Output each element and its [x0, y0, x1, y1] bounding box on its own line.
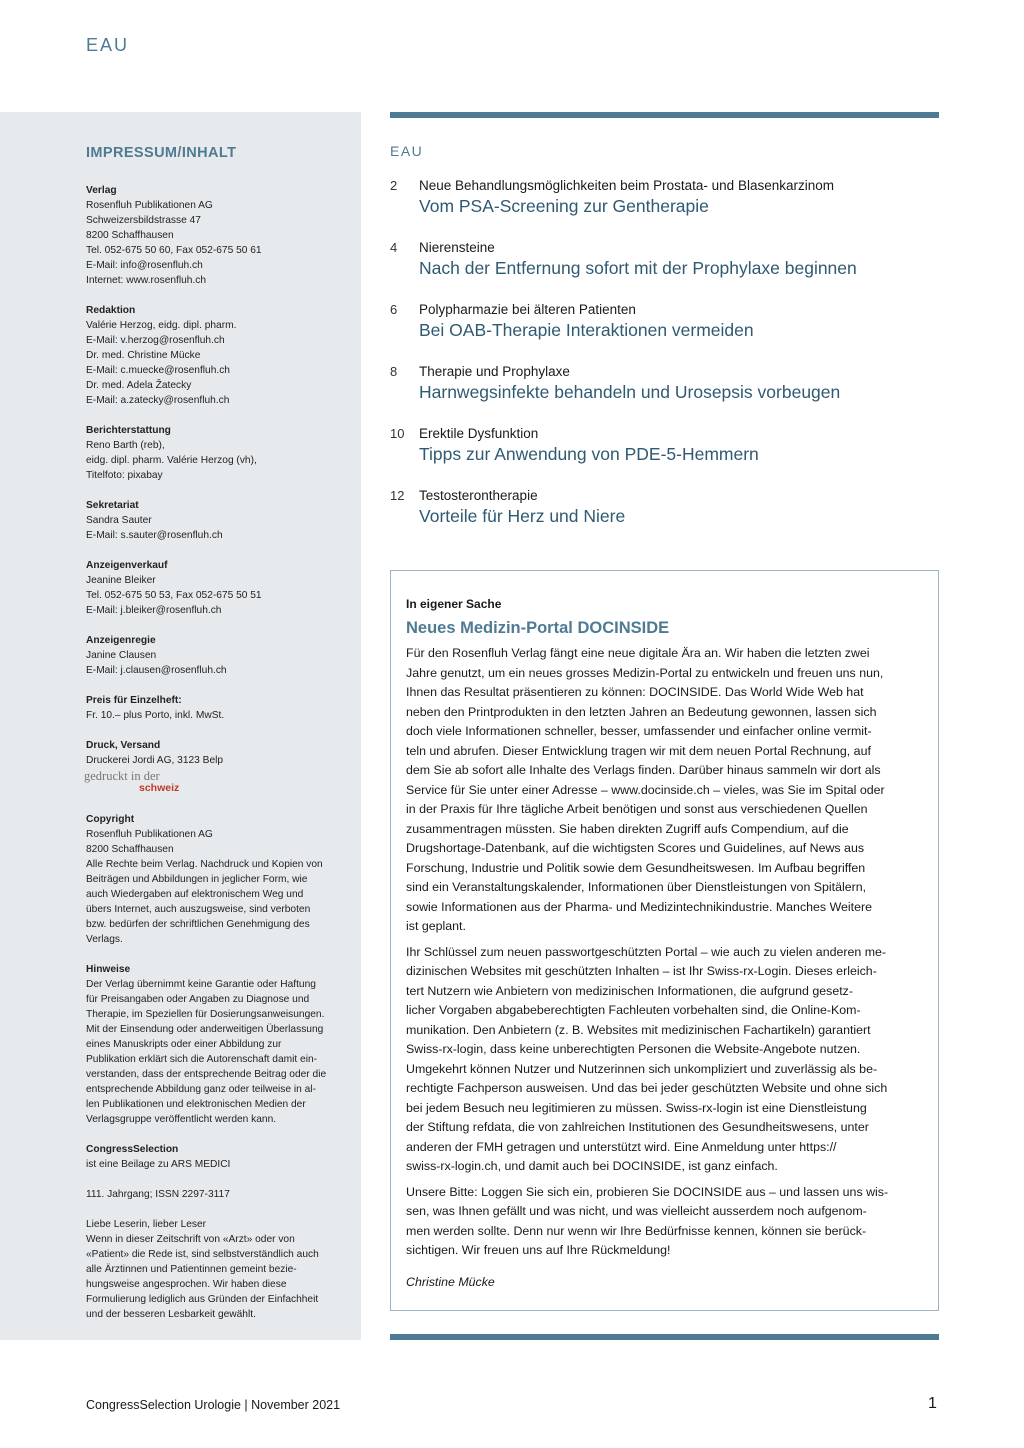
toc-title: Bei OAB-Therapie Interaktionen vermeiden [419, 320, 754, 340]
impressum-line: Druckerei Jordi AG, 3123 Belp [86, 755, 224, 766]
impressum-line: 8200 Schaffhausen [86, 230, 174, 241]
box-paragraph-line: Service für Sie unter einer Adresse – www.docinside.ch – vieles, was Sie im Spital oder [406, 782, 885, 797]
toc-page-number: 12 [390, 488, 405, 503]
toc-item [390, 364, 939, 426]
box-paragraph-line: Drugshortage-Datenbank, auf die wichtigsten Scores und Guidelines, auf News aus [406, 841, 865, 855]
stamp-line2: schweiz [139, 782, 180, 794]
toc-item [390, 240, 939, 302]
top-divider-bar [390, 112, 939, 118]
impressum-heading: CongressSelection [86, 1144, 179, 1155]
impressum-heading: Berichterstattung [86, 425, 171, 436]
box-paragraph-line: sen, was Ihnen gefällt und was nicht, und was vielleicht ausserdem noch aufgenom- [406, 1204, 867, 1218]
impressum-line: Dr. med. Christine Mücke [86, 350, 201, 361]
impressum-line: auch Wiedergaben auf elektronischem Weg und [86, 889, 304, 900]
impressum-line: Titelfoto: pixabay [86, 470, 163, 481]
box-paragraph-line: munikation. Den Anbietern (z. B. Websites mit medizinischen Fachartikeln) garantiert [406, 1022, 871, 1037]
impressum-line: Tel. 052-675 50 53, Fax 052-675 50 51 [86, 590, 262, 601]
box-paragraph-line: Jahre genutzt, um ein neues grosses Medizin-Portal zu entwickeln und freuen uns nun, [406, 665, 884, 680]
box-paragraph-line: sichtigen. Wir freuen uns auf Ihre Rückmeldung! [406, 1243, 671, 1257]
box-title: Neues Medizin-Portal DOCINSIDE [406, 619, 670, 637]
impressum-line: Tel. 052-675 50 60, Fax 052-675 50 61 [86, 245, 262, 256]
impressum-line: E-Mail: v.herzog@rosenfluh.ch [86, 335, 225, 346]
impressum-blocks [86, 183, 347, 1322]
impressum-line: Mit der Einsendung oder anderweitigen Überlassung [86, 1024, 324, 1035]
impressum-block [86, 738, 347, 797]
impressum-block [86, 303, 347, 408]
box-paragraph-line: sowie Informationen aus der Pharma- und Medizintechnikindustrie. Manches Weitere [406, 899, 873, 914]
toc-title: Vorteile für Herz und Niere [419, 506, 626, 526]
impressum-line: eines Manuskripts oder einer Abbildung zur [86, 1039, 282, 1050]
impressum-block [86, 693, 347, 723]
toc-page-number: 8 [390, 364, 398, 379]
impressum-heading: Copyright [86, 814, 135, 825]
stamp-line1: gedruckt in der [84, 769, 160, 783]
box-paragraph-line: neben den Printprodukten in den letzten Jahren an Bedeutung gewonnen, lassen sich [406, 704, 877, 719]
box-paragraph-line: sind ein Veranstaltungskalender, Informationen über Dienstleistungen von Spitälern, [406, 880, 867, 894]
impressum-heading: Anzeigenregie [86, 635, 156, 646]
header-section-label: EAU [86, 35, 130, 55]
impressum-line: Therapie, im Speziellen für Dosierungsanweisungen. [86, 1009, 325, 1020]
impressum-line: Verlagsgruppe veröffentlicht werden kann. [86, 1114, 277, 1125]
impressum-heading: Anzeigenverkauf [86, 560, 168, 571]
impressum-line: E-Mail: a.zatecky@rosenfluh.ch [86, 395, 230, 406]
impressum-block [86, 812, 347, 947]
impressum-block [86, 498, 347, 543]
box-paragraph-line: Forschung, Industrie und Politik sowie dem Gesundheitswesen. Im Aufbau begriffen [406, 860, 866, 875]
impressum-line: E-Mail: info@rosenfluh.ch [86, 260, 203, 271]
impressum-line: Alle Rechte beim Verlag. Nachdruck und Kopien von [86, 859, 323, 870]
box-paragraph-line: teln und abrufen. Dieser Entwicklung tragen wir mit dem neuen Portal Rechnung, auf [406, 743, 871, 758]
box-paragraph-line: anderen der FMH getragen und unterstützt wird. Eine Anmeldung unter https:// [406, 1139, 837, 1154]
box-paragraph-line: rechtigte Fachperson ausweisen. Und das bei jeder geschützten Website und ohne sich [406, 1081, 888, 1095]
box-paragraph-line: Swiss-rx-login, dass keine unberechtigten Personen die Website-Angebote nutzen. [406, 1042, 861, 1056]
box-paragraph-line: bei jedem Besuch neu legitimieren zu müssen. Swiss-rx-login ist eine Dienstleistung [406, 1100, 867, 1115]
page-number: 1 [928, 1395, 937, 1412]
impressum-line: ist eine Beilage zu ARS MEDICI [86, 1159, 231, 1170]
in-eigener-sache-box [390, 570, 939, 1311]
box-paragraph [406, 1183, 924, 1261]
box-paragraph-line: in der Praxis für Ihre tägliche Arbeit benötigen und sonst aus verschiedenen Quellen [406, 802, 868, 816]
impressum-heading: Preis für Einzelheft: [86, 695, 182, 706]
impressum-line: Internet: www.rosenfluh.ch [86, 275, 207, 286]
toc-item [390, 178, 939, 240]
impressum-line: Verlags. [86, 934, 123, 945]
impressum-block [86, 183, 347, 288]
toc-subtitle: Neue Behandlungsmöglichkeiten beim Prostata- und Blasenkarzinom [419, 178, 834, 193]
impressum-line: Publikation erklärt sich die Autorenschaft damit ein- [86, 1054, 318, 1065]
toc-subtitle: Testosterontherapie [419, 488, 538, 503]
impressum-line: E-Mail: s.sauter@rosenfluh.ch [86, 530, 223, 541]
impressum-line: E-Mail: c.muecke@rosenfluh.ch [86, 365, 230, 376]
footer-publication: CongressSelection Urologie | November 2021 [86, 1398, 341, 1412]
box-paragraph-line: Ihnen das Resultat präsentieren zu können: DOCINSIDE. Das World Wide Web hat [406, 685, 864, 699]
box-paragraph-line: dizinischen Websites mit geschützten Inhalten – ist Ihr Swiss-rx-Login. Dieses erleich- [406, 964, 877, 978]
toc-item [390, 426, 939, 488]
box-kicker: In eigener Sache [406, 597, 502, 611]
toc-item [390, 302, 939, 364]
impressum-heading: Druck, Versand [86, 740, 161, 751]
box-paragraph-line: Für den Rosenfluh Verlag fängt eine neue digitale Ära an. Wir haben die letzten zwei [406, 646, 870, 660]
impressum-line: verstanden, dass der entsprechende Beitrag oder die [86, 1069, 327, 1080]
toc-page-number: 2 [390, 178, 398, 193]
toc-section-label: EAU [390, 143, 424, 159]
box-paragraph-line: zusammentragen müssten. Sie haben direkten Zugriff aufs Compendium, auf die [406, 821, 849, 836]
toc-subtitle: Polypharmazie bei älteren Patienten [419, 302, 636, 317]
box-paragraph-line: Umgekehrt können Nutzer und Nutzerinnen sich unkompliziert und zuverlässig als be- [406, 1061, 878, 1076]
impressum-heading: Redaktion [86, 305, 136, 316]
impressum-block [86, 1217, 347, 1322]
impressum-line: bzw. bedürfen der schriftlichen Genehmigung des [86, 919, 310, 930]
box-paragraph-line: dem Sie ab sofort alle Inhalte des Verlags finden. Darüber hinaus sammeln wir dort als [406, 763, 881, 777]
box-paragraph-line: ist geplant. [406, 919, 466, 933]
toc-title: Vom PSA-Screening zur Gentherapie [419, 196, 709, 216]
box-paragraph-line: licher Vorgaben abgabeberechtigten Fachleuten vorbehalten sind, die Online-Kom- [406, 1003, 861, 1017]
impressum-line: Valérie Herzog, eidg. dipl. pharm. [86, 320, 237, 331]
toc-item [390, 488, 939, 550]
impressum-line: Dr. med. Adela Žatecky [86, 380, 192, 391]
box-paragraph [406, 943, 924, 1177]
impressum-line: Beiträgen und Abbildungen in jeglicher Form, wie [86, 874, 308, 885]
impressum-line: Janine Clausen [86, 650, 157, 661]
impressum-line: 8200 Schaffhausen [86, 844, 174, 855]
impressum-block [86, 1142, 347, 1172]
impressum-line: Jeanine Bleiker [86, 575, 156, 586]
bottom-divider-bar [390, 1334, 939, 1340]
impressum-line: Formulierung lediglich aus Gründen der Einfachheit [86, 1294, 319, 1305]
gedruckt-in-der-schweiz-logo [86, 769, 196, 797]
impressum-block [86, 1187, 347, 1202]
impressum-line: E-Mail: j.bleiker@rosenfluh.ch [86, 605, 222, 616]
impressum-block [86, 558, 347, 618]
box-paragraph-line: Ihr Schlüssel zum neuen passwortgeschützten Portal – wie auch zu vielen anderen me- [406, 944, 887, 959]
impressum-line: Reno Barth (reb), [86, 440, 165, 451]
box-paragraph-line: der Stiftung refdata, die von zahlreichen Institutionen des Gesundheitswesens, unter [406, 1120, 869, 1134]
impressum-line: entsprechende Abbildung ganz oder teilweise in al- [86, 1084, 316, 1095]
toc-subtitle: Therapie und Prophylaxe [419, 364, 570, 379]
impressum-block [86, 423, 347, 483]
box-body [406, 644, 924, 1261]
impressum-line: Fr. 10.– plus Porto, inkl. MwSt. [86, 710, 225, 721]
impressum-line: übers Internet, auch auszugsweise, sind verboten [86, 904, 311, 915]
impressum-block [86, 633, 347, 678]
box-paragraph-line: Unsere Bitte: Loggen Sie sich ein, probieren Sie DOCINSIDE aus – und lassen uns wis- [406, 1184, 889, 1199]
toc-page-number: 4 [390, 240, 398, 255]
toc-page-number: 6 [390, 302, 398, 317]
toc-subtitle: Erektile Dysfunktion [419, 426, 539, 441]
box-paragraph-line: men werden sollte. Denn nur wenn wir Ihre Bedürfnisse kennen, können sie berück- [406, 1223, 867, 1238]
impressum-sidebar [0, 112, 361, 1340]
impressum-line: Rosenfluh Publikationen AG [86, 200, 213, 211]
box-paragraph-line: swiss-rx-login.ch, und damit auch bei DOCINSIDE, ist ganz einfach. [406, 1159, 778, 1173]
impressum-line: len Publikationen und elektronischen Medien der [86, 1099, 306, 1110]
impressum-line: Liebe Leserin, lieber Leser [86, 1219, 207, 1230]
impressum-heading: Verlag [86, 185, 117, 196]
impressum-line: Schweizersbildstrasse 47 [86, 215, 201, 226]
toc-title: Nach der Entfernung sofort mit der Prophylaxe beginnen [419, 258, 857, 278]
sidebar-title: IMPRESSUM/INHALT [86, 145, 237, 161]
impressum-line: hungsweise angesprochen. Wir haben diese [86, 1279, 287, 1290]
impressum-line: Der Verlag übernimmt keine Garantie oder Haftung [86, 979, 316, 990]
toc-page-number: 10 [390, 426, 405, 441]
impressum-line: und der besseren Lesbarkeit gewählt. [86, 1309, 256, 1320]
impressum-line: eidg. dipl. pharm. Valérie Herzog (vh), [86, 455, 257, 466]
box-signature: Christine Mücke [406, 1274, 495, 1289]
impressum-line: alle Ärztinnen und Patientinnen gemeint bezie- [86, 1264, 297, 1275]
impressum-line: für Preisangaben oder Angaben zu Diagnose und [86, 994, 310, 1005]
box-paragraph-line: doch viele Informationen schneller, besser, umfassender und einfacher online vermit- [406, 724, 872, 738]
impressum-heading: Sekretariat [86, 500, 139, 511]
table-of-contents [390, 178, 939, 550]
impressum-line: Rosenfluh Publikationen AG [86, 829, 213, 840]
box-paragraph-line: tert Nutzern wie Anbietern von medizinischen Informationen, die aufgrund gesetz- [406, 983, 854, 998]
toc-title: Tipps zur Anwendung von PDE-5-Hemmern [419, 444, 759, 464]
impressum-block [86, 962, 347, 1127]
impressum-line: Wenn in dieser Zeitschrift von «Arzt» oder von [86, 1234, 295, 1245]
box-paragraph [406, 644, 924, 937]
impressum-line: 111. Jahrgang; ISSN 2297-3117 [86, 1189, 230, 1200]
impressum-line: Sandra Sauter [86, 515, 152, 526]
toc-subtitle: Nierensteine [419, 240, 495, 255]
impressum-heading: Hinweise [86, 964, 131, 975]
toc-title: Harnwegsinfekte behandeln und Urosepsis vorbeugen [419, 382, 841, 402]
impressum-line: «Patient» die Rede ist, sind selbstverständlich auch [86, 1249, 319, 1260]
impressum-line: E-Mail: j.clausen@rosenfluh.ch [86, 665, 227, 676]
